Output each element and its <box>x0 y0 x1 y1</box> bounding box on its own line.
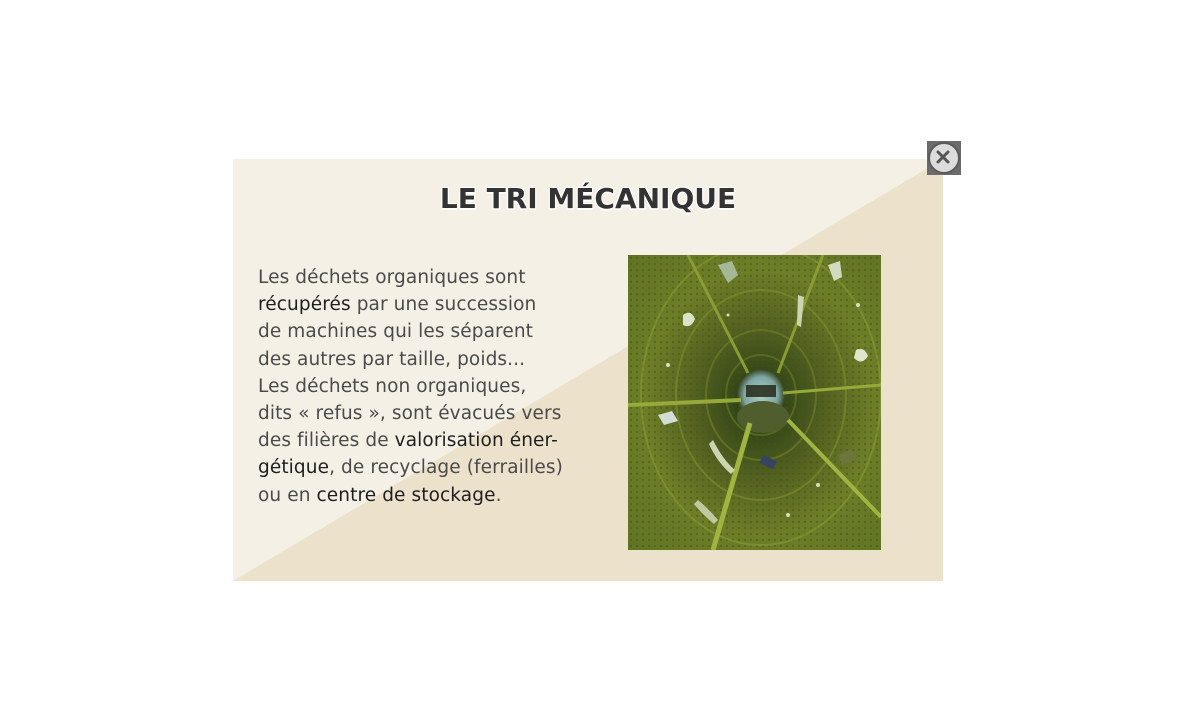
close-icon <box>927 141 961 175</box>
body-text-segment: ou en <box>258 484 317 506</box>
modal-title: LE TRI MÉCANIQUE <box>439 182 737 215</box>
emphasized-text: centre de stockage <box>316 484 496 506</box>
body-line <box>258 318 588 345</box>
emphasized-text: valorisation éner- <box>394 430 558 452</box>
body-line <box>258 291 588 318</box>
body-text-segment: dits « refus », sont évacués vers <box>258 403 562 425</box>
body-text-segment: , de recyclage (ferrailles) <box>329 457 563 479</box>
close-button[interactable] <box>927 141 961 175</box>
body-text-segment: des filières de <box>258 430 395 452</box>
body-line <box>258 264 588 291</box>
body-line <box>258 454 588 481</box>
emphasized-text: gétique <box>258 457 330 479</box>
body-text-segment: de machines qui les séparent <box>258 321 534 343</box>
modal-title-wrap <box>233 181 943 217</box>
trommel-photo <box>628 255 881 550</box>
body-line <box>258 400 588 427</box>
body-text-segment: Les déchets non organiques, <box>258 375 527 397</box>
body-text-segment: Les déchets organiques sont <box>258 267 526 288</box>
body-text-segment: par une succession <box>350 294 537 316</box>
body-line <box>258 482 588 509</box>
body-line <box>258 427 588 454</box>
modal-body-text <box>258 264 588 509</box>
body-line <box>258 373 588 400</box>
emphasized-text: récupérés <box>258 294 351 316</box>
body-text-segment: des autres par taille, poids... <box>258 348 526 370</box>
body-line <box>258 346 588 373</box>
body-text-segment: . <box>495 484 502 506</box>
trommel-image-icon <box>628 255 881 550</box>
